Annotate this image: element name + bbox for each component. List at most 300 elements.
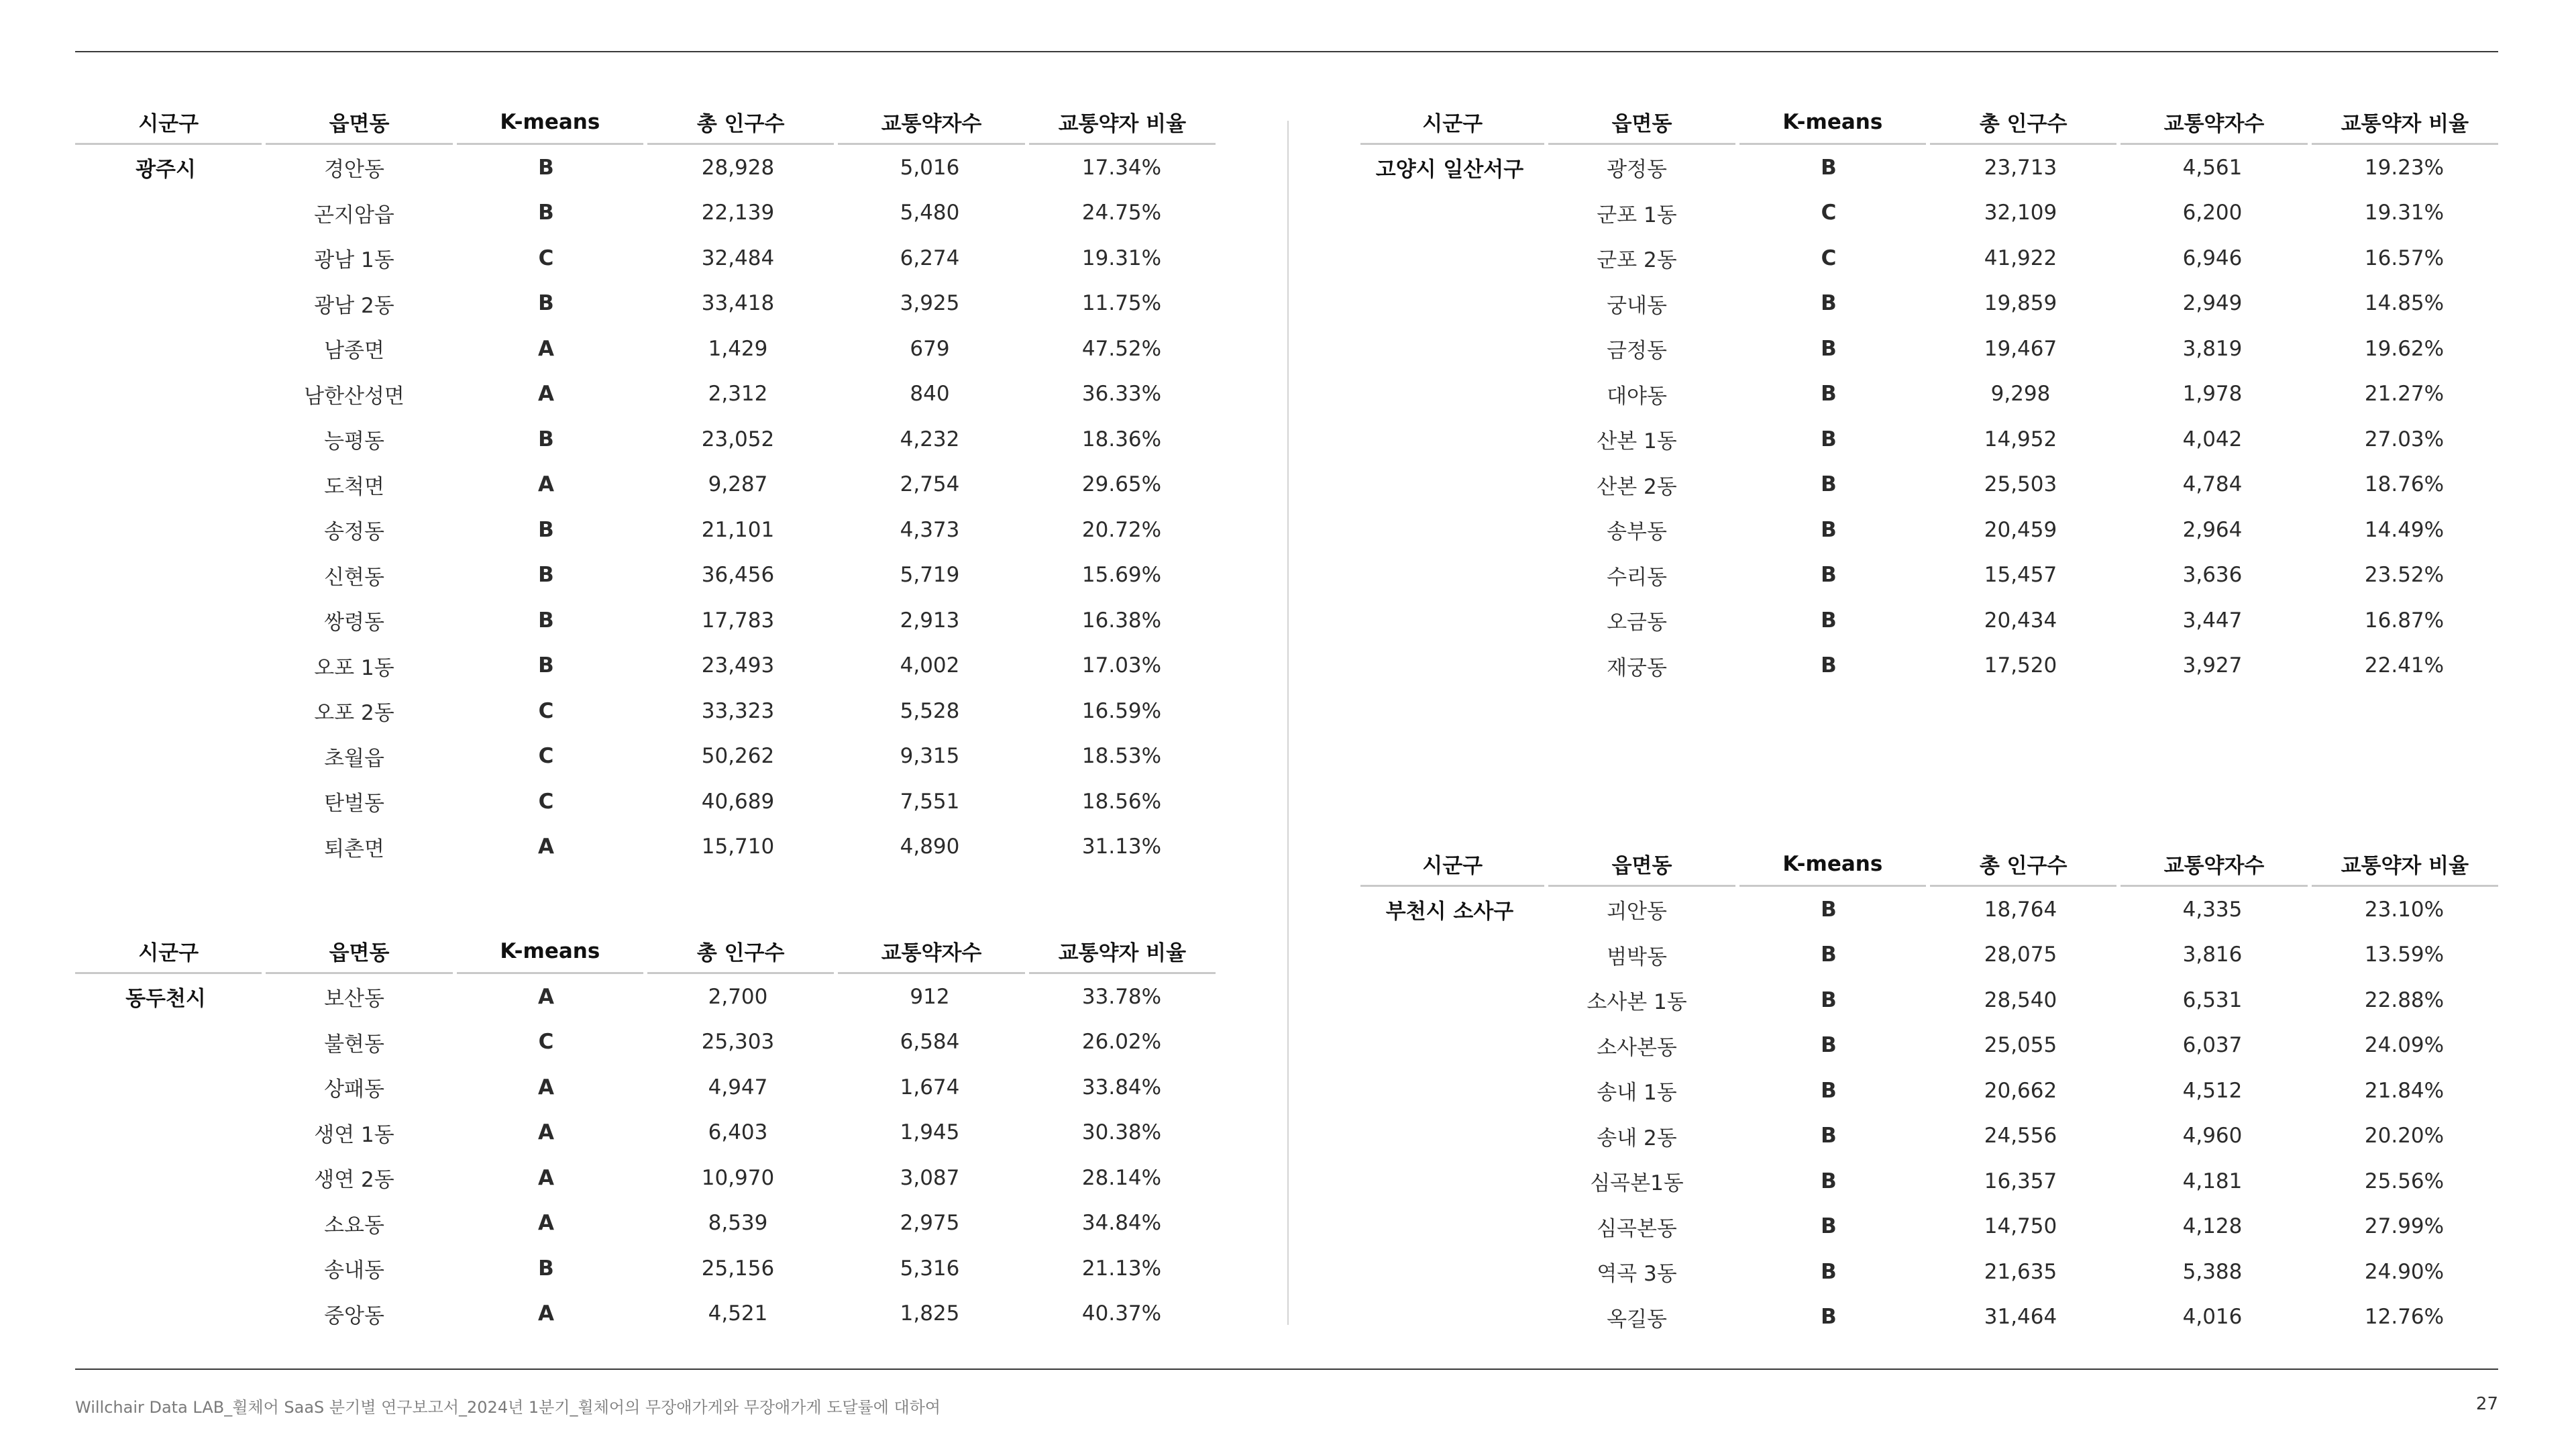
district-cell: 궁내동 — [1607, 293, 1667, 318]
column-header: 시군구 — [75, 930, 262, 974]
district-cell: 산본 1동 — [1597, 429, 1677, 454]
vulnerable-count-cell: 4,232 — [900, 427, 960, 451]
population-cell: 21,635 — [1984, 1259, 2057, 1284]
vulnerable-ratio-cell: 16.38% — [1081, 608, 1162, 633]
vulnerable-count-cell: 2,754 — [900, 472, 960, 497]
table-row — [1543, 145, 2498, 191]
column-header: 교통약자수 — [2121, 101, 2307, 145]
vulnerable-count-cell: 840 — [910, 382, 950, 407]
vulnerable-count-cell: 2,913 — [900, 608, 960, 633]
district-cell: 송내 1동 — [1597, 1081, 1677, 1106]
kmeans-cell: A — [538, 835, 554, 859]
table-row — [1543, 932, 2498, 978]
vulnerable-count-cell: 6,200 — [2182, 201, 2243, 225]
population-cell: 2,312 — [708, 382, 768, 407]
vulnerable-count-cell: 2,949 — [2182, 291, 2243, 316]
column-divider — [1287, 121, 1289, 1325]
column-header: K-means — [1739, 843, 1926, 887]
district-cell: 산본 2동 — [1597, 474, 1677, 499]
table-gwangju — [75, 101, 1216, 869]
kmeans-cell: B — [1821, 987, 1837, 1012]
population-cell: 17,520 — [1984, 653, 2057, 678]
kmeans-cell: C — [538, 1030, 554, 1055]
population-cell: 25,156 — [701, 1256, 775, 1281]
kmeans-cell: B — [1821, 1214, 1837, 1239]
region-name: 동두천시 — [125, 987, 206, 1011]
vulnerable-ratio-cell: 14.85% — [2364, 291, 2445, 316]
population-cell: 20,459 — [1984, 517, 2057, 542]
vulnerable-count-cell: 4,890 — [900, 835, 960, 859]
vulnerable-ratio-cell: 22.41% — [2364, 653, 2445, 678]
column-header: K-means — [457, 930, 643, 974]
footer-text: Willchair Data LAB_휠체어 SaaS 분기별 연구보고서_2024년 1분기_휠체어의 무장애가게와 무장애가게 도달률에 대하여 — [75, 1398, 941, 1417]
population-cell: 22,139 — [701, 201, 775, 225]
column-header: 읍면동 — [266, 101, 452, 145]
district-cell: 탄벌동 — [324, 792, 384, 816]
population-cell: 25,503 — [1984, 472, 2057, 497]
vulnerable-count-cell: 4,181 — [2182, 1169, 2243, 1193]
kmeans-cell: A — [538, 984, 554, 1009]
column-header: 시군구 — [1360, 101, 1544, 145]
kmeans-cell: B — [538, 1256, 554, 1281]
table-row — [1543, 1295, 2498, 1340]
table-row — [260, 974, 1216, 1020]
population-cell: 14,952 — [1984, 427, 2057, 451]
district-cell: 심곡본동 — [1597, 1216, 1677, 1241]
district-cell: 오포 2동 — [314, 701, 394, 726]
district-cell: 송부동 — [1607, 520, 1667, 545]
table-row — [260, 281, 1216, 327]
kmeans-cell: B — [1821, 1169, 1837, 1193]
population-cell: 17,783 — [701, 608, 775, 633]
table-row — [260, 1110, 1216, 1156]
district-cell: 쌍령동 — [324, 610, 384, 635]
vulnerable-count-cell: 1,674 — [900, 1075, 960, 1099]
table-row — [1543, 417, 2498, 462]
district-cell: 군포 1동 — [1597, 203, 1677, 227]
district-cell: 대야동 — [1607, 384, 1667, 409]
population-cell: 36,456 — [701, 563, 775, 588]
population-cell: 23,493 — [701, 653, 775, 678]
vulnerable-ratio-cell: 27.03% — [2364, 427, 2445, 451]
district-cell: 보산동 — [324, 987, 384, 1012]
population-cell: 20,662 — [1984, 1078, 2057, 1103]
kmeans-cell: A — [538, 1165, 554, 1190]
region-name: 광주시 — [136, 158, 196, 182]
vulnerable-count-cell: 7,551 — [900, 789, 960, 814]
population-cell: 40,689 — [701, 789, 775, 814]
table-row — [260, 417, 1216, 462]
vulnerable-ratio-cell: 33.84% — [1081, 1075, 1162, 1099]
vulnerable-count-cell: 4,128 — [2182, 1214, 2243, 1239]
kmeans-cell: B — [538, 155, 554, 180]
population-cell: 8,539 — [708, 1211, 768, 1236]
table-row — [260, 507, 1216, 553]
vulnerable-ratio-cell: 20.72% — [1081, 517, 1162, 542]
population-cell: 9,287 — [708, 472, 768, 497]
vulnerable-count-cell: 3,816 — [2182, 943, 2243, 967]
population-cell: 23,052 — [701, 427, 775, 451]
table-row — [260, 734, 1216, 780]
vulnerable-ratio-cell: 13.59% — [2364, 943, 2445, 967]
table-row — [260, 191, 1216, 236]
column-header: 시군구 — [75, 101, 262, 145]
vulnerable-count-cell: 3,087 — [900, 1165, 960, 1190]
column-header: 교통약자 비율 — [2312, 843, 2498, 887]
kmeans-cell: C — [1821, 246, 1837, 270]
table-row — [260, 688, 1216, 734]
column-header: 교통약자 비율 — [1029, 101, 1216, 145]
vulnerable-count-cell: 4,042 — [2182, 427, 2243, 451]
district-cell: 상패동 — [324, 1077, 384, 1102]
column-header: 읍면동 — [1548, 101, 1735, 145]
population-cell: 21,101 — [701, 517, 775, 542]
top-rule — [75, 51, 2498, 52]
vulnerable-count-cell: 679 — [910, 336, 950, 361]
kmeans-cell: B — [1821, 517, 1837, 542]
table-row — [1543, 1068, 2498, 1114]
kmeans-cell: B — [538, 201, 554, 225]
vulnerable-ratio-cell: 15.69% — [1081, 563, 1162, 588]
vulnerable-ratio-cell: 16.87% — [2364, 608, 2445, 633]
vulnerable-count-cell: 1,978 — [2182, 382, 2243, 407]
column-header: 교통약자수 — [838, 930, 1024, 974]
table-row — [1543, 372, 2498, 417]
table-bucheon — [1360, 843, 2498, 1340]
district-cell: 능평동 — [324, 429, 384, 454]
table-row — [1543, 191, 2498, 236]
table-row — [1543, 326, 2498, 372]
column-header: 교통약자 비율 — [2312, 101, 2498, 145]
population-cell: 50,262 — [701, 744, 775, 769]
table-row — [260, 145, 1216, 191]
district-cell: 송내동 — [324, 1258, 384, 1283]
district-cell: 소사본 1동 — [1587, 990, 1687, 1015]
population-cell: 20,434 — [1984, 608, 2057, 633]
vulnerable-count-cell: 5,316 — [900, 1256, 960, 1281]
table-row — [260, 235, 1216, 281]
page-number: 27 — [2475, 1394, 2498, 1414]
kmeans-cell: A — [538, 382, 554, 407]
population-cell: 25,055 — [1984, 1033, 2057, 1058]
vulnerable-count-cell: 6,274 — [900, 246, 960, 270]
column-header: 교통약자수 — [838, 101, 1024, 145]
table-row — [260, 1291, 1216, 1337]
population-cell: 23,713 — [1984, 155, 2057, 180]
district-cell: 남한산성면 — [304, 384, 405, 409]
vulnerable-ratio-cell: 31.13% — [1081, 835, 1162, 859]
population-cell: 14,750 — [1984, 1214, 2057, 1239]
vulnerable-ratio-cell: 26.02% — [1081, 1030, 1162, 1055]
district-cell: 광남 1동 — [314, 248, 394, 273]
table-goyang — [1360, 101, 2498, 688]
vulnerable-count-cell: 3,819 — [2182, 336, 2243, 361]
vulnerable-count-cell: 2,975 — [900, 1211, 960, 1236]
district-cell: 송내 2동 — [1597, 1126, 1677, 1150]
kmeans-cell: B — [538, 517, 554, 542]
population-cell: 41,922 — [1984, 246, 2057, 270]
population-cell: 18,764 — [1984, 897, 2057, 922]
kmeans-cell: B — [1821, 1259, 1837, 1284]
table-row — [1543, 977, 2498, 1023]
vulnerable-count-cell: 4,561 — [2182, 155, 2243, 180]
kmeans-cell: B — [538, 291, 554, 316]
district-cell: 군포 2동 — [1597, 248, 1677, 273]
vulnerable-ratio-cell: 29.65% — [1081, 472, 1162, 497]
population-cell: 33,323 — [701, 698, 775, 723]
vulnerable-ratio-cell: 14.49% — [2364, 517, 2445, 542]
vulnerable-count-cell: 5,388 — [2182, 1259, 2243, 1284]
vulnerable-ratio-cell: 28.14% — [1081, 1165, 1162, 1190]
district-cell: 경안동 — [324, 158, 384, 182]
table-row — [1543, 1249, 2498, 1295]
vulnerable-ratio-cell: 24.09% — [2364, 1033, 2445, 1058]
table-header-row — [75, 101, 1216, 145]
population-cell: 19,859 — [1984, 291, 2057, 316]
vulnerable-count-cell: 3,636 — [2182, 563, 2243, 588]
population-cell: 31,464 — [1984, 1305, 2057, 1330]
vulnerable-ratio-cell: 30.38% — [1081, 1120, 1162, 1145]
district-cell: 생연 1동 — [314, 1122, 394, 1147]
population-cell: 9,298 — [1990, 382, 2051, 407]
kmeans-cell: B — [1821, 336, 1837, 361]
column-header: 총 인구수 — [1930, 101, 2116, 145]
district-cell: 도척면 — [324, 474, 384, 499]
vulnerable-ratio-cell: 19.23% — [2364, 155, 2445, 180]
population-cell: 19,467 — [1984, 336, 2057, 361]
population-cell: 33,418 — [701, 291, 775, 316]
table-row — [260, 1246, 1216, 1291]
vulnerable-count-cell: 6,531 — [2182, 987, 2243, 1012]
population-cell: 32,484 — [701, 246, 775, 270]
table-row — [260, 824, 1216, 870]
table-row — [1543, 887, 2498, 932]
vulnerable-ratio-cell: 24.75% — [1081, 201, 1162, 225]
vulnerable-ratio-cell: 21.84% — [2364, 1078, 2445, 1103]
table-row — [1543, 507, 2498, 553]
district-cell: 생연 2동 — [314, 1168, 394, 1193]
vulnerable-ratio-cell: 34.84% — [1081, 1211, 1162, 1236]
district-cell: 남종면 — [324, 339, 384, 364]
kmeans-cell: B — [1821, 1124, 1837, 1148]
column-header: K-means — [457, 101, 643, 145]
table-header-row — [1360, 843, 2498, 887]
table-row — [1543, 281, 2498, 327]
column-header: 시군구 — [1360, 843, 1544, 887]
kmeans-cell: C — [1821, 201, 1837, 225]
vulnerable-ratio-cell: 18.56% — [1081, 789, 1162, 814]
kmeans-cell: B — [1821, 897, 1837, 922]
population-cell: 28,928 — [701, 155, 775, 180]
district-cell: 오포 1동 — [314, 655, 394, 680]
table-row — [1543, 598, 2498, 643]
kmeans-cell: C — [538, 789, 554, 814]
vulnerable-count-cell: 3,927 — [2182, 653, 2243, 678]
region-name: 고양시 일산서구 — [1375, 158, 1524, 182]
district-cell: 송정동 — [324, 520, 384, 545]
district-cell: 심곡본1동 — [1590, 1171, 1684, 1196]
vulnerable-ratio-cell: 22.88% — [2364, 987, 2445, 1012]
table-row — [260, 372, 1216, 417]
kmeans-cell: A — [538, 472, 554, 497]
vulnerable-ratio-cell: 36.33% — [1081, 382, 1162, 407]
district-cell: 퇴촌면 — [324, 837, 384, 861]
vulnerable-count-cell: 9,315 — [900, 744, 960, 769]
population-cell: 24,556 — [1984, 1124, 2057, 1148]
population-cell: 28,540 — [1984, 987, 2057, 1012]
district-cell: 광남 2동 — [314, 293, 394, 318]
vulnerable-ratio-cell: 20.20% — [2364, 1124, 2445, 1148]
vulnerable-ratio-cell: 23.10% — [2364, 897, 2445, 922]
vulnerable-count-cell: 5,016 — [900, 155, 960, 180]
vulnerable-count-cell: 5,719 — [900, 563, 960, 588]
table-row — [1543, 235, 2498, 281]
district-cell: 범박동 — [1607, 945, 1667, 969]
vulnerable-ratio-cell: 19.31% — [1081, 246, 1162, 270]
district-cell: 광정동 — [1607, 158, 1667, 182]
district-cell: 곤지암읍 — [314, 203, 394, 227]
population-cell: 4,521 — [708, 1301, 768, 1326]
vulnerable-ratio-cell: 24.90% — [2364, 1259, 2445, 1284]
vulnerable-count-cell: 4,373 — [900, 517, 960, 542]
vulnerable-count-cell: 4,512 — [2182, 1078, 2243, 1103]
population-cell: 4,947 — [708, 1075, 768, 1099]
kmeans-cell: B — [538, 563, 554, 588]
kmeans-cell: A — [538, 336, 554, 361]
vulnerable-ratio-cell: 12.76% — [2364, 1305, 2445, 1330]
vulnerable-ratio-cell: 16.57% — [2364, 246, 2445, 270]
vulnerable-count-cell: 4,335 — [2182, 897, 2243, 922]
kmeans-cell: B — [1821, 382, 1837, 407]
vulnerable-ratio-cell: 18.76% — [2364, 472, 2445, 497]
column-header: 교통약자 비율 — [1029, 930, 1216, 974]
kmeans-cell: A — [538, 1120, 554, 1145]
kmeans-cell: B — [538, 427, 554, 451]
population-cell: 25,303 — [701, 1030, 775, 1055]
vulnerable-ratio-cell: 25.56% — [2364, 1169, 2445, 1193]
table-row — [260, 553, 1216, 598]
vulnerable-ratio-cell: 19.62% — [2364, 336, 2445, 361]
population-cell: 1,429 — [708, 336, 768, 361]
kmeans-cell: B — [1821, 472, 1837, 497]
vulnerable-count-cell: 3,925 — [900, 291, 960, 316]
vulnerable-ratio-cell: 17.34% — [1081, 155, 1162, 180]
vulnerable-count-cell: 6,584 — [900, 1030, 960, 1055]
table-row — [260, 326, 1216, 372]
district-cell: 역곡 3동 — [1597, 1262, 1677, 1287]
district-cell: 초월읍 — [324, 746, 384, 771]
table-row — [260, 598, 1216, 643]
population-cell: 28,075 — [1984, 943, 2057, 967]
vulnerable-ratio-cell: 18.36% — [1081, 427, 1162, 451]
kmeans-cell: B — [1821, 291, 1837, 316]
kmeans-cell: B — [1821, 1033, 1837, 1058]
kmeans-cell: B — [538, 653, 554, 678]
column-header: 읍면동 — [266, 930, 452, 974]
vulnerable-ratio-cell: 33.78% — [1081, 984, 1162, 1009]
district-cell: 신현동 — [324, 565, 384, 590]
vulnerable-count-cell: 1,945 — [900, 1120, 960, 1145]
bottom-rule — [75, 1368, 2498, 1370]
vulnerable-ratio-cell: 40.37% — [1081, 1301, 1162, 1326]
kmeans-cell: C — [538, 744, 554, 769]
table-row — [260, 1155, 1216, 1201]
kmeans-cell: A — [538, 1211, 554, 1236]
table-header-row — [75, 930, 1216, 974]
district-cell: 괴안동 — [1607, 900, 1667, 924]
district-cell: 오금동 — [1607, 610, 1667, 635]
vulnerable-count-cell: 5,528 — [900, 698, 960, 723]
district-cell: 중앙동 — [324, 1303, 384, 1328]
table-row — [1543, 643, 2498, 689]
vulnerable-count-cell: 4,016 — [2182, 1305, 2243, 1330]
table-dongducheon — [75, 930, 1216, 1336]
column-header: 총 인구수 — [1930, 843, 2116, 887]
table-row — [1543, 1159, 2498, 1204]
column-header: 교통약자수 — [2121, 843, 2307, 887]
vulnerable-count-cell: 912 — [910, 984, 950, 1009]
vulnerable-ratio-cell: 27.99% — [2364, 1214, 2445, 1239]
table-row — [1543, 1204, 2498, 1250]
table-header-row — [1360, 101, 2498, 145]
table-row — [260, 643, 1216, 689]
population-cell: 15,457 — [1984, 563, 2057, 588]
kmeans-cell: A — [538, 1301, 554, 1326]
vulnerable-count-cell: 6,946 — [2182, 246, 2243, 270]
vulnerable-count-cell: 4,002 — [900, 653, 960, 678]
column-header: 총 인구수 — [647, 101, 834, 145]
region-name: 부천시 소사구 — [1385, 900, 1514, 924]
district-cell: 수리동 — [1607, 565, 1667, 590]
district-cell: 불현동 — [324, 1032, 384, 1057]
kmeans-cell: B — [1821, 943, 1837, 967]
vulnerable-ratio-cell: 21.13% — [1081, 1256, 1162, 1281]
kmeans-cell: B — [1821, 427, 1837, 451]
vulnerable-ratio-cell: 18.53% — [1081, 744, 1162, 769]
district-cell: 옥길동 — [1607, 1307, 1667, 1332]
kmeans-cell: B — [1821, 653, 1837, 678]
kmeans-cell: B — [1821, 155, 1837, 180]
table-row — [1543, 553, 2498, 598]
population-cell: 6,403 — [708, 1120, 768, 1145]
district-cell: 소사본동 — [1597, 1035, 1677, 1060]
population-cell: 15,710 — [701, 835, 775, 859]
table-row — [1543, 1114, 2498, 1159]
kmeans-cell: C — [538, 698, 554, 723]
vulnerable-count-cell: 2,964 — [2182, 517, 2243, 542]
table-row — [260, 1065, 1216, 1110]
kmeans-cell: B — [1821, 563, 1837, 588]
kmeans-cell: A — [538, 1075, 554, 1099]
table-row — [260, 1020, 1216, 1065]
vulnerable-count-cell: 6,037 — [2182, 1033, 2243, 1058]
column-header: 총 인구수 — [647, 930, 834, 974]
kmeans-cell: C — [538, 246, 554, 270]
population-cell: 16,357 — [1984, 1169, 2057, 1193]
table-row — [260, 462, 1216, 508]
district-cell: 금정동 — [1607, 339, 1667, 364]
table-row — [1543, 1023, 2498, 1069]
vulnerable-count-cell: 1,825 — [900, 1301, 960, 1326]
kmeans-cell: B — [1821, 1305, 1837, 1330]
vulnerable-count-cell: 4,784 — [2182, 472, 2243, 497]
district-cell: 소요동 — [324, 1213, 384, 1238]
vulnerable-count-cell: 5,480 — [900, 201, 960, 225]
vulnerable-ratio-cell: 16.59% — [1081, 698, 1162, 723]
vulnerable-count-cell: 4,960 — [2182, 1124, 2243, 1148]
table-row — [260, 1201, 1216, 1246]
population-cell: 2,700 — [708, 984, 768, 1009]
